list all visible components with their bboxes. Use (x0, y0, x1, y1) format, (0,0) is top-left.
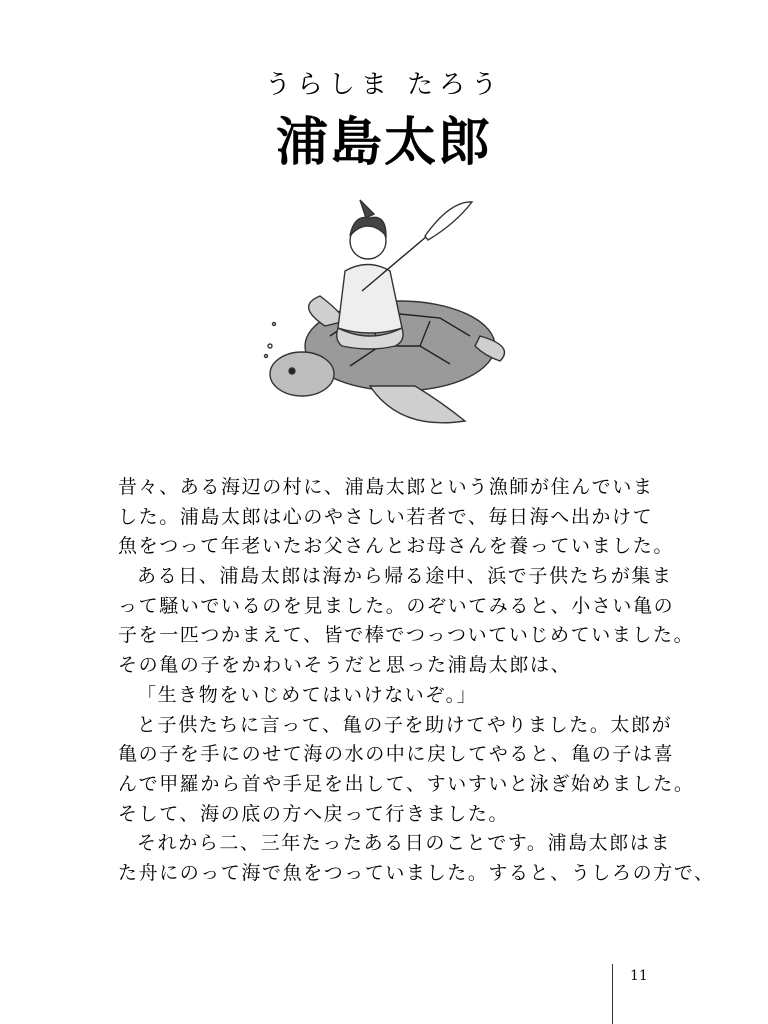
story-line: 亀の子を手にのせて海の水の中に戻してやると、亀の子は喜 (118, 743, 675, 766)
story-text (118, 470, 715, 886)
page-title: 浦島太郎 (275, 113, 492, 173)
story-line: んで甲羅から首や手足を出して、すいすいと泳ぎ始めました。 (118, 772, 695, 795)
boy-riding-sea-turtle-illustration (250, 196, 520, 446)
story-line: た舟にのって海で魚をつっていました。すると、うしろの方で、 (118, 861, 715, 884)
story-line: そして、海の底の方へ戻って行きました。 (118, 802, 510, 825)
story-line: それから二、三年たったある日のことです。浦島太郎はま (137, 832, 672, 855)
page-margin-rule (612, 964, 613, 1024)
story-line: 昔々、ある海辺の村に、浦島太郎という漁師が住んでいま (118, 476, 654, 498)
story-line: 「生き物をいじめてはいけないぞ。」 (137, 683, 478, 706)
story-line: ある日、浦島太郎は海から帰る途中、浜で子供たちが集ま (137, 565, 673, 588)
story-line: その亀の子をかわいそうだと思った浦島太郎は、 (118, 654, 572, 677)
story-line: 魚をつって年老いたお父さんとお母さんを養っていました。 (118, 535, 675, 558)
page-number: 11 (630, 968, 648, 984)
story-line: と子供たちに言って、亀の子を助けてやりました。太郎が (137, 713, 673, 736)
story-line: って騒いでいるのを見ました。のぞいてみると、小さい亀の (118, 594, 675, 617)
title-reading: うらしま たろう (264, 70, 504, 100)
story-line: 子を一匹つかまえて、皆で棒でつっついていじめていました。 (118, 624, 695, 647)
story-line: した。浦島太郎は心のやさしい若者で、毎日海へ出かけて (118, 505, 654, 528)
